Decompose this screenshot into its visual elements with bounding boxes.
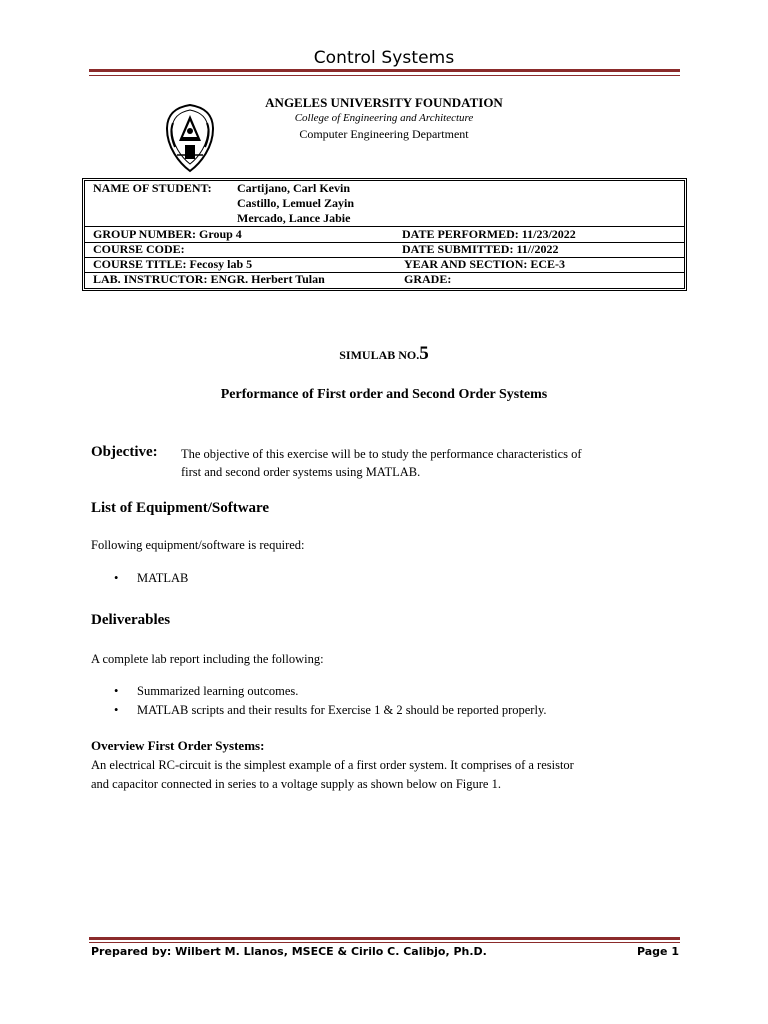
simulab-prefix: SIMULAB NO. bbox=[339, 348, 420, 362]
overview-line-2: and capacitor connected in series to a voltage supply as shown below on Figure 1. bbox=[91, 777, 501, 791]
document-title: Performance of First order and Second Order Systems bbox=[220, 387, 548, 402]
simulab-number bbox=[0, 343, 768, 365]
footer-rule-thin bbox=[89, 942, 680, 943]
info-row-instructor bbox=[85, 273, 684, 288]
deliverables-heading: Deliverables bbox=[91, 612, 171, 628]
college-name: College of Engineering and Architecture bbox=[294, 112, 474, 124]
student-name-1: Cartijano, Carl Kevin bbox=[237, 181, 350, 195]
overview-heading: Overview First Order Systems: bbox=[91, 738, 265, 753]
student-info-table bbox=[82, 178, 687, 291]
equipment-list-item bbox=[114, 571, 414, 589]
student-name-2: Castillo, Lemuel Zayin bbox=[237, 196, 355, 210]
overview-line-1: An electrical RC-circuit is the simplest example of a first order system. It comprises of a resistor bbox=[91, 758, 574, 772]
date-performed: DATE PERFORMED: 11/23/2022 bbox=[402, 227, 576, 241]
info-row-students bbox=[85, 181, 684, 227]
objective-heading: Objective: bbox=[91, 444, 158, 460]
header-rule-thin bbox=[89, 75, 680, 76]
header-rule bbox=[89, 69, 680, 72]
info-row-course-code bbox=[85, 243, 684, 258]
info-row-group bbox=[85, 227, 684, 243]
bullet-icon: • bbox=[114, 571, 119, 585]
course-code: COURSE CODE: bbox=[93, 242, 185, 256]
university-name: ANGELES UNIVERSITY FOUNDATION bbox=[265, 95, 503, 110]
department-name: Computer Engineering Department bbox=[299, 127, 469, 141]
group-number: GROUP NUMBER: Group 4 bbox=[93, 227, 242, 241]
course-title: COURSE TITLE: Fecosy lab 5 bbox=[93, 257, 253, 271]
footer-rule bbox=[89, 937, 680, 940]
bullet-icon: • bbox=[114, 703, 119, 717]
simulab-digit: 5 bbox=[419, 343, 429, 364]
deliverables-intro: A complete lab report including the following: bbox=[91, 652, 324, 666]
lab-instructor: LAB. INSTRUCTOR: ENGR. Herbert Tulan bbox=[93, 272, 325, 286]
prepared-by: Prepared by: Wilbert M. Llanos, MSECE & Cirilo C. Calibjo, Ph.D. bbox=[91, 945, 487, 958]
bullet-icon: • bbox=[114, 684, 119, 698]
page-number: Page 1 bbox=[636, 945, 679, 958]
year-and-section: YEAR AND SECTION: ECE-3 bbox=[404, 257, 566, 271]
date-submitted: DATE SUBMITTED: 11//2022 bbox=[402, 242, 559, 256]
name-of-student-label: NAME OF STUDENT: bbox=[93, 181, 212, 195]
equipment-heading: List of Equipment/Software bbox=[91, 500, 270, 516]
equipment-intro: Following equipment/software is required: bbox=[91, 538, 305, 552]
objective-line-2: first and second order systems using MATLAB. bbox=[181, 465, 421, 479]
grade: GRADE: bbox=[404, 272, 452, 286]
deliverables-list-item bbox=[114, 703, 674, 721]
student-name-3: Mercado, Lance Jabie bbox=[237, 211, 351, 225]
deliverables-list-item bbox=[114, 684, 674, 702]
deliverable-item-label: MATLAB scripts and their results for Exercise 1 & 2 should be reported properly. bbox=[137, 703, 547, 717]
page-title: Control Systems bbox=[313, 48, 455, 68]
objective-line-1: The objective of this exercise will be to study the performance characteristics of bbox=[181, 447, 582, 461]
info-row-course-title bbox=[85, 258, 684, 273]
equipment-item-label: MATLAB bbox=[137, 571, 189, 585]
deliverable-item-label: Summarized learning outcomes. bbox=[137, 684, 299, 698]
